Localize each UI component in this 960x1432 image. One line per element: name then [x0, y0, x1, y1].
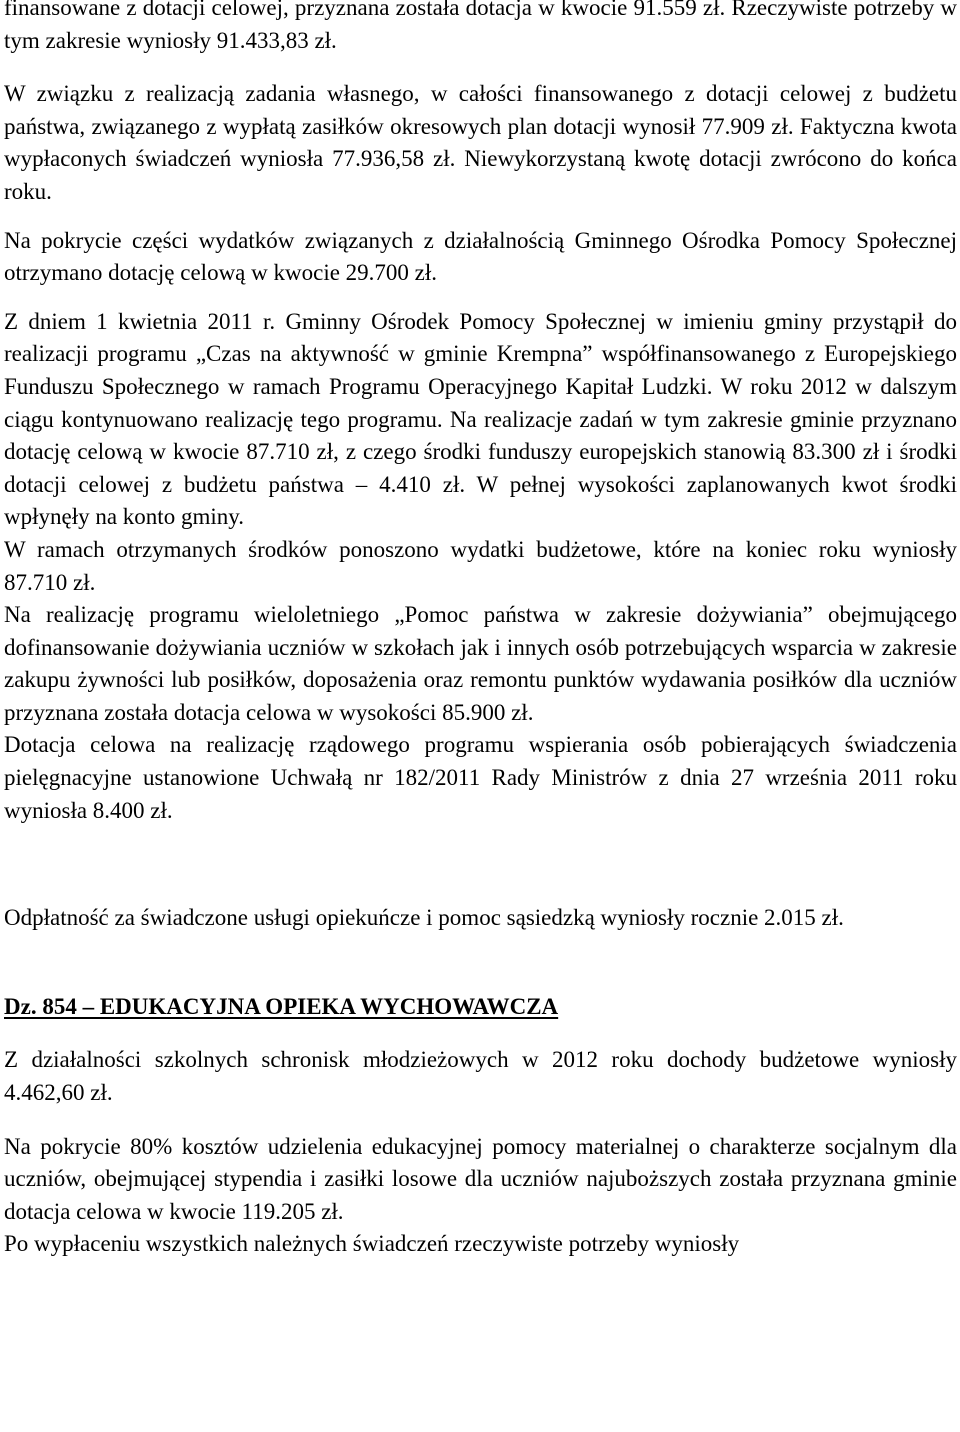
paragraph-wydatki-budzetowe: W ramach otrzymanych środków ponoszono wydatki budżetowe, które na koniec roku wyniosły 87.710 zł. — [4, 536, 957, 595]
paragraph-gops-wydatki: Na pokrycie części wydatków związanych z działalnością Gminnego Ośrodka Pomocy Społecznej otrzymano dotację celową w kwocie 29.700 zł. — [4, 227, 957, 286]
paragraph-wyplata-swiadczen: Po wypłaceniu wszystkich należnych świadczeń rzeczywiste potrzeby wyniosły — [4, 1231, 740, 1257]
section-heading: Dz. 854 – EDUKACYJNA OPIEKA WYCHOWAWCZA — [4, 993, 559, 1019]
paragraph-pomoc-materialna: Na pokrycie 80% kosztów udzielenia edukacyjnej pomocy materialnej o charakterze socjalnym dla uczniów, obejmującej stypendia i zasiłki losowe dla uczniów najuboższych została przyznana gminie dotacja celowa w kwocie 119.205 zł. — [4, 1133, 957, 1224]
document-page — [4, 0, 957, 1261]
paragraph-dotacja-celowa: finansowane z dotacji celowej, przyznana została dotacja w kwocie 91.559 zł. Rzeczywiste potrzeby w tym zakresie wyniosły 91.433,83 zł. — [4, 0, 957, 53]
paragraph-program-czas-na-aktywnosc: Z dniem 1 kwietnia 2011 r. Gminny Ośrodek Pomocy Społecznej w imieniu gminy przystąpił do realizacji programu „Czas na aktywność w gminie Krempna” współfinansowanego z Europejskiego Funduszu Społecznego w ramach Programu Operacyjnego Kapitał Ludzki. W roku 2012 w dalszym ciągu kontynuowano realizację tego programu. Na realizacje zadań w tym zakresie gminie przyznano dotację celową w kwocie 87.710 zł, z czego środki funduszy europejskich stanowią 83.300 zł i środki dotacji celowej z budżetu państwa – 4.410 zł. W pełnej wysokości zaplanowanych kwot środki wpłynęły na konto gminy. — [4, 308, 957, 530]
paragraph-swiadczenia-pielegnacyjne: Dotacja celowa na realizację rządowego programu wspierania osób pobierających świadczenia pielęgnacyjne ustanowione Uchwałą nr 182/2011 Rady Ministrów z dnia 27 września 2011 roku wyniosła 8.400 zł. — [4, 732, 957, 823]
paragraph-uslugi-opiekuncze: Odpłatność za świadczone usługi opiekuńcze i pomoc sąsiedzką wyniosły rocznie 2.015 zł. — [4, 905, 844, 931]
paragraph-schroniska: Z działalności szkolnych schronisk młodzieżowych w 2012 roku dochody budżetowe wyniosły 4.462,60 zł. — [4, 1047, 957, 1106]
paragraph-dozywianie: Na realizację programu wieloletniego „Pomoc państwa w zakresie dożywiania” obejmującego dofinansowanie dożywiania uczniów w szkołach jak i innych osób potrzebujących wsparcia w zakresie zakupu żywności lub posiłków, doposażenia oraz remontu punktów wydawania posiłków dla uczniów przyznana została dotacja celowa w wysokości 85.900 zł. — [4, 602, 957, 725]
paragraph-zasilki-okresowe: W związku z realizacją zadania własnego, w całości finansowanego z dotacji celowej z budżetu państwa, związanego z wypłatą zasiłków okresowych plan dotacji wynosił 77.909 zł. Faktyczna kwota wypłaconych świadczeń wyniosła 77.936,58 zł. Niewykorzystaną kwotę dotacji zwrócono do końca roku. — [4, 81, 957, 204]
